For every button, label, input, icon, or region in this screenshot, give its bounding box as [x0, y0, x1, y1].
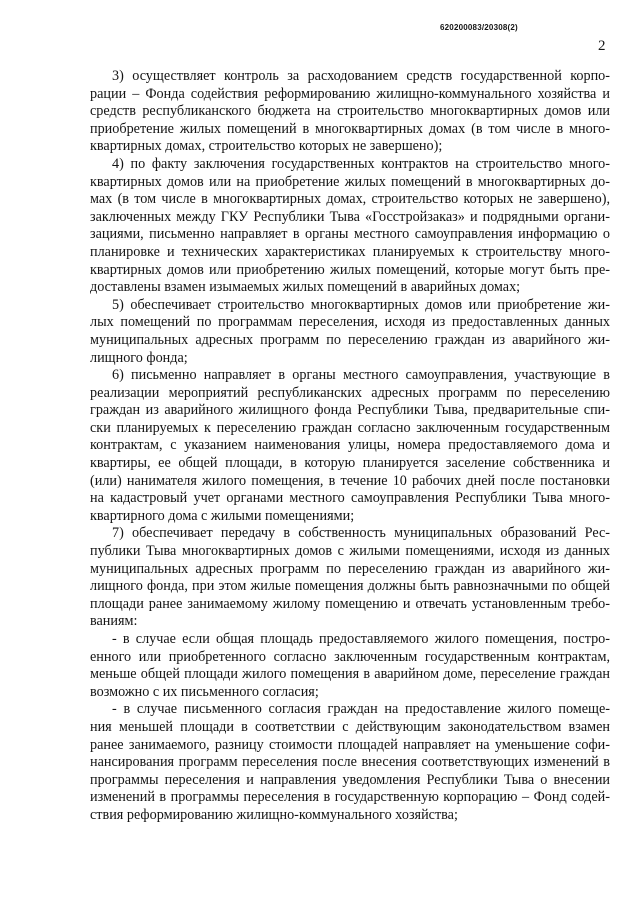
text-line: публики Тыва многоквартирных домов с жилыми помещениями, исходя из данных	[90, 543, 610, 560]
text-line: зациями, письменно направляет в органы местного самоуправления информацию о	[90, 226, 610, 243]
paragraph-5	[90, 297, 610, 367]
text-line: ваниям:	[90, 613, 138, 630]
text-line: контрактам, с указанием наименования улицы, номера предоставляемого дома и	[90, 437, 610, 454]
text-line: приобретение жилых помещений в многоквартирных домах (в том числе в много-	[90, 120, 610, 137]
text-line: средств республиканского бюджета на строительство многоквартирных домов или	[90, 103, 610, 120]
sub-item-written-consent	[90, 701, 610, 824]
text-line: - в случае письменного согласия граждан на предоставление жилого помеще-	[112, 701, 610, 718]
text-line: заключенных между ГКУ Республики Тыва «Госстройзаказ» и подрядными органи-	[90, 208, 610, 225]
text-line: изменений в программы переселения в государственную корпорацию – Фонд содей-	[90, 789, 610, 806]
text-line: - в случае если общая площадь предоставляемого жилого помещения, постро-	[112, 631, 610, 647]
text-line: лых помещений по программам переселения, исходя из предоставленных данных	[90, 314, 610, 331]
text-line: лищного фонда, при этом жилые помещения должны быть равнозначными по общей	[90, 578, 610, 595]
text-line: муниципальных адресных программ по переселению граждан из аварийного жи-	[90, 560, 610, 577]
text-line: муниципальных адресных программ по переселению граждан из аварийного жи-	[90, 331, 610, 348]
text-line: квартирных домов или приобретению жилых помещений, которые могут быть пре-	[90, 261, 610, 278]
text-line: ранее занимаемого, разницу стоимости площадей направляет на уменьшение софи-	[90, 736, 610, 753]
page-number: 2	[598, 38, 606, 54]
text-line: возможно с их письменного согласия;	[90, 683, 319, 700]
text-line: реализации мероприятий республиканских адресных программ по переселению	[90, 384, 610, 401]
text-line: квартирных домах, строительство которых не завершено);	[90, 138, 443, 155]
text-line: 4) по факту заключения государственных контрактов на строительство много-	[112, 155, 610, 172]
text-line: квартирного дома с жилыми помещениями;	[90, 507, 355, 524]
text-line: планировке и технических характеристиках планируемых к строительству много-	[90, 243, 610, 260]
text-line: ски планируемых к переселению граждан согласно заключенным государственным	[90, 419, 610, 436]
text-line: меньше общей площади жилого помещения в аварийном доме, переселение граждан	[90, 666, 610, 683]
text-line: на кадастровый учет органами местного самоуправления Республики Тыва много-	[90, 490, 610, 507]
text-line: площади ранее занимаемому жилому помещению и отвечать установленным требо-	[90, 595, 610, 612]
paragraph-3	[90, 68, 610, 156]
text-line: нансирования программ переселения после внесения соответствующих изменений в	[90, 754, 610, 771]
text-line: 3) осуществляет контроль за расходованием средств государственной корпо-	[112, 68, 610, 84]
document-body	[90, 68, 610, 825]
text-line: 5) обеспечивает строительство многоквартирных домов или приобретение жи-	[112, 296, 610, 313]
text-line: программы переселения и направления уведомления Республики Тыва о внесении	[90, 771, 610, 788]
text-line: квартиры, ее общей площади, в которую планируется заселение собственника и	[90, 455, 610, 472]
text-line: мах (в том числе в многоквартирных домах, строительство которых не завершено),	[90, 191, 610, 208]
text-line: рации – Фонда содействия реформированию жилищно-коммунального хозяйства и	[90, 85, 610, 102]
paragraph-6	[90, 367, 610, 525]
paragraph-4	[90, 156, 610, 297]
text-line: граждан из аварийного жилищного фонда Республики Тыва, предварительные спи-	[90, 402, 610, 419]
text-line: квартирных домов или на приобретение жилых помещений в многоквартирных до-	[90, 173, 610, 190]
text-line: ния меньшей площади в соответствии с действующим законодательством взамен	[90, 718, 610, 735]
text-line: енного или приобретенного согласно заключенным государственным контрактам,	[90, 648, 610, 665]
paragraph-7	[90, 525, 610, 631]
text-line: (или) нанимателя жилого помещения, в течение 10 рабочих дней после постановки	[90, 472, 610, 489]
text-line: лищного фонда;	[90, 349, 188, 366]
text-line: 7) обеспечивает передачу в собственность муниципальных образований Рес-	[112, 525, 610, 542]
sub-item-area-smaller	[90, 631, 610, 701]
text-line: доставлены взамен изымаемых жилых помещений в аварийных домах;	[90, 279, 521, 296]
text-line: ствия реформированию жилищно-коммунального хозяйства;	[90, 806, 458, 823]
document-id: 620200083/20308(2)	[440, 23, 518, 32]
text-line: 6) письменно направляет в органы местного самоуправления, участвующие в	[112, 367, 610, 384]
